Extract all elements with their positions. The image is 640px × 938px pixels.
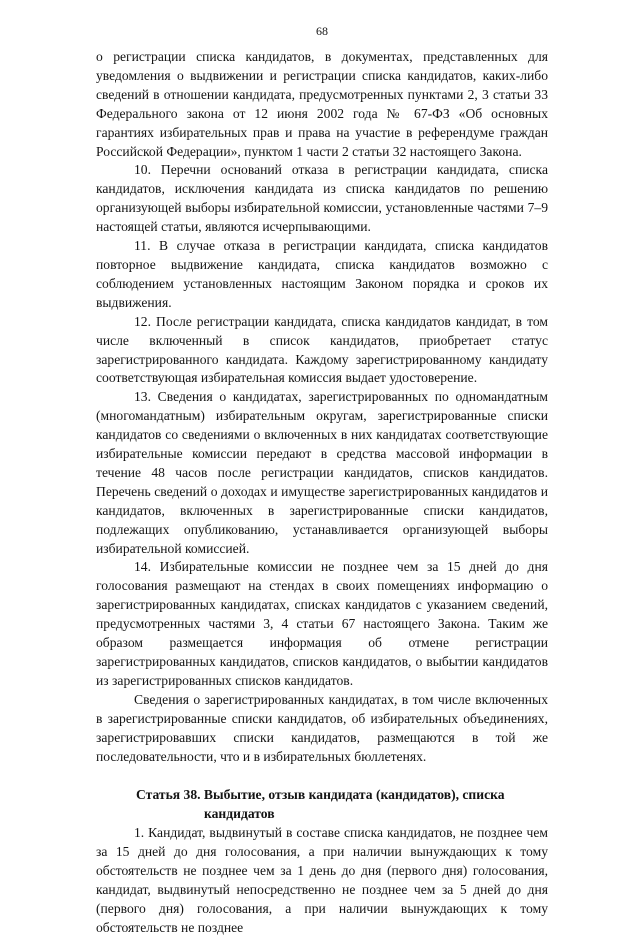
article-heading-line-2: кандидатов (204, 806, 275, 822)
paragraph-10: 10. Перечни оснований отказа в регистрации кандидата, списка кандидатов, исключения кандидата из списка кандидатов по решению организующей выборы избирательной комиссии, установленные частями 7–9 настоящей статьи, являются исчерпывающими. (96, 162, 548, 235)
paragraph-continuation: о регистрации списка кандидатов, в документах, представленных для уведомления о выдвижении и регистрации списка кандидатов, каких-либо сведений в отношении кандидата, предусмотренных пунктами 2, 3 статьи 33 Федерального закона от 12 июня 2002 года № 67-ФЗ «Об основных гарантиях избирательных прав и права на участие в референдуме граждан Российской Федерации», пунктом 1 части 2 статьи 32 настоящего Закона. (96, 49, 548, 159)
paragraph-14: 14. Избирательные комиссии не позднее чем за 15 дней до дня голосования размещают на стендах в своих помещениях информацию о зарегистрированных кандидатах, списках кандидатов с указанием сведений, предусмотренных частями 3, 4 статьи 67 настоящего Закона. Таким же образом размещается информация об отмене регистрации зарегистрированных кандидатов, списков кандидатов, о выбытии кандидатов из зарегистрированных списков кандидатов. (96, 559, 548, 688)
paragraph-12: 12. После регистрации кандидата, списка кандидатов кандидат, в том числе включенный в список кандидатов, приобретает статус зарегистрированного кандидата. Каждому зарегистрированному кандидату соответствующая избирательная комиссия выдает удостоверение. (96, 313, 548, 386)
document-body (96, 48, 548, 938)
page-number: 68 (316, 24, 328, 38)
article-heading (96, 786, 548, 824)
paragraph-13: 13. Сведения о кандидатах, зарегистрированных по одномандатным (многомандатным) избирательным округам, зарегистрированные списки кандидатов со сведениями о включенных в них кандидатах соответствующие избирательные комиссии передают в средства массовой информации в течение 48 часов после регистрации кандидатов, списков кандидатов. Перечень сведений о доходах и имуществе зарегистрированных кандидатов и кандидатов, включенных в зарегистрированные списки кандидатов, подлежащих опубликованию, устанавливается организующей выборы избирательной комиссией. (96, 389, 548, 556)
paragraph-14-note: Сведения о зарегистрированных кандидатах, в том числе включенных в зарегистрированные списки кандидатов, об избирательных объединениях, зарегистрировавших списки кандидатов, размещаются в той же последовательности, что и в избирательных бюллетенях. (96, 691, 548, 764)
article-paragraph-1: 1. Кандидат, выдвинутый в составе списка кандидатов, не позднее чем за 15 дней до дня голосования, а при наличии вынуждающих к тому обстоятельств не позднее чем за 1 день до дня (первого дня) голосования, кандидат, выдвинутый непосредственно не позднее чем за 5 дней до дня (первого дня) голосования, а при наличии вынуждающих к тому обстоятельств не позднее (96, 825, 548, 935)
article-heading-line-1: Статья 38. Выбытие, отзыв кандидата (кандидатов), списка (136, 787, 505, 803)
paragraph-11: 11. В случае отказа в регистрации кандидата, списка кандидатов повторное выдвижение кандидата, списка кандидатов возможно с соблюдением установленных настоящим Законом порядка и сроков их выдвижения. (96, 238, 548, 310)
